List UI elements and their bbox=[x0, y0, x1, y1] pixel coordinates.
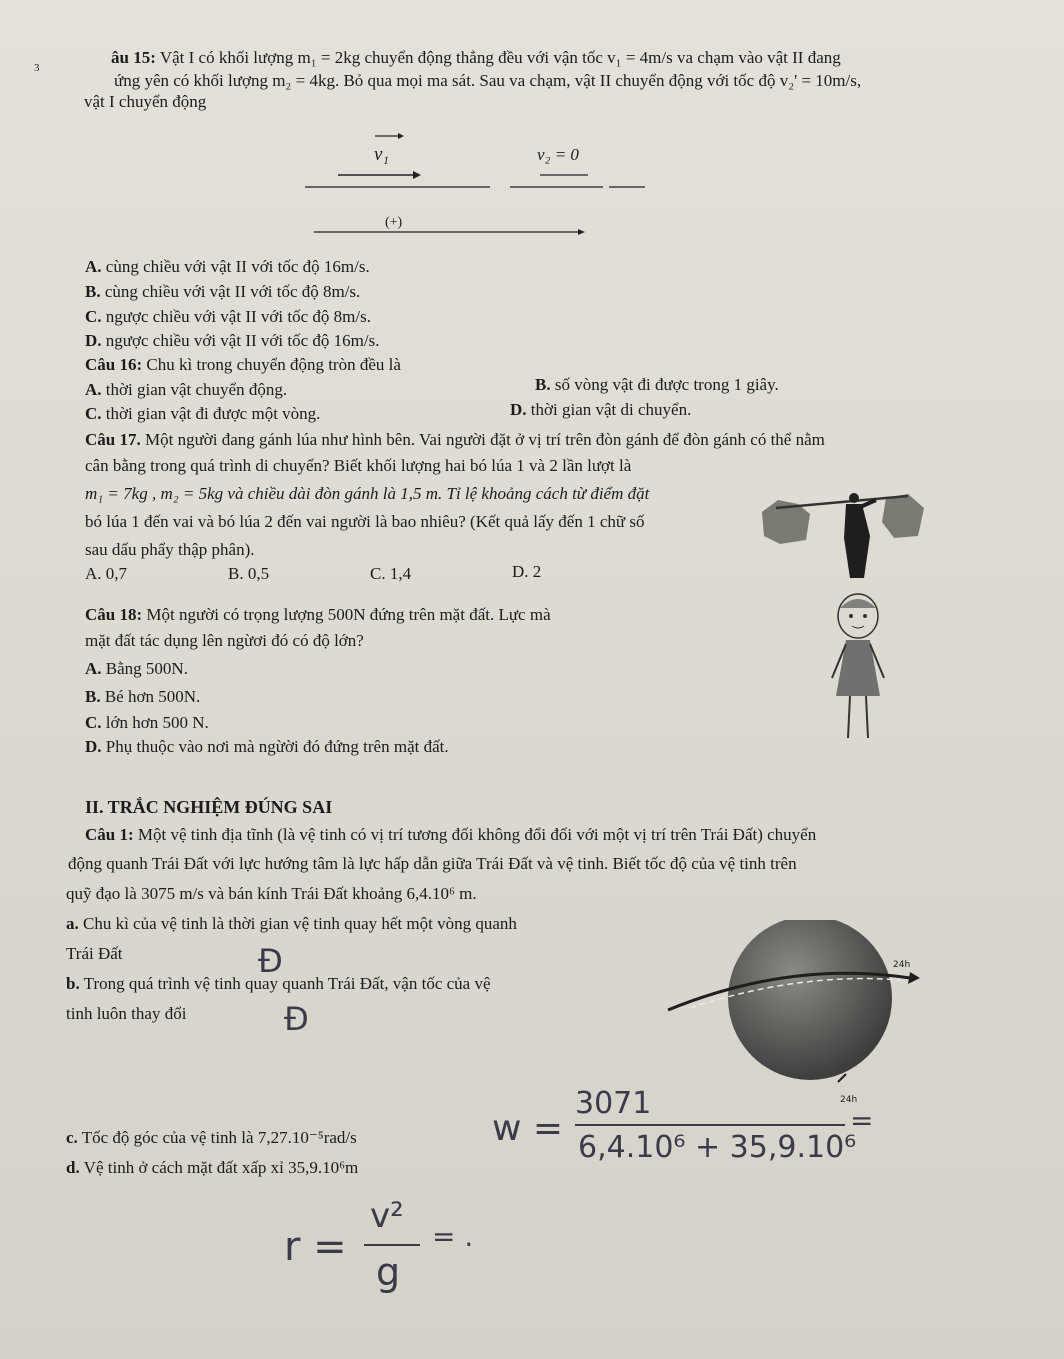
option-key: C. bbox=[85, 404, 102, 423]
q16-option-d bbox=[510, 400, 691, 420]
item-key: d. bbox=[66, 1158, 80, 1177]
q1-label: Câu 1: bbox=[85, 825, 134, 844]
q1-line1 bbox=[85, 825, 816, 845]
q16-option-a bbox=[85, 380, 287, 400]
q1-item-a-line2: Trái Đất bbox=[66, 944, 123, 963]
item-text: Chu kì của vệ tinh là thời gian vệ tinh quay hết một vòng quanh bbox=[83, 914, 517, 933]
option-key: D. bbox=[85, 737, 102, 756]
q17-option-b: B. 0,5 bbox=[228, 564, 270, 583]
q16-option-b bbox=[535, 375, 779, 395]
handwritten-radius-bar bbox=[364, 1244, 420, 1246]
q18-label: Câu 18: bbox=[85, 605, 143, 624]
item-text: Trong quá trình vệ tinh quay quanh Trái Đất, vận tốc của vệ bbox=[83, 974, 491, 993]
rice-carrier-illustration bbox=[758, 478, 928, 588]
handwritten-omega-numerator: 3071 bbox=[575, 1086, 652, 1121]
item-key: c. bbox=[66, 1128, 78, 1147]
option-key: A. bbox=[85, 659, 102, 678]
option-text: lớn hơn 500 N. bbox=[105, 713, 209, 732]
q1-item-b-line2: tinh luôn thay đổi bbox=[66, 1004, 187, 1023]
option-text: Bằng 500N. bbox=[105, 659, 188, 678]
option-text: thời gian vật di chuyển. bbox=[530, 400, 692, 419]
q1-item-c bbox=[66, 1128, 357, 1148]
q17-option-d: D. 2 bbox=[512, 562, 542, 581]
option-key: B. bbox=[85, 282, 101, 301]
option-text: ngược chiều với vật II với tốc độ 8m/s. bbox=[105, 307, 371, 326]
q15-text: Vật I có khối lượng m₁ = 2kg chuyển động thẳng đều với vận tốc v₁ = 4m/s va chạm vào vật II đang bbox=[159, 48, 841, 67]
q16-stem bbox=[85, 355, 401, 375]
q15-label: âu 15: bbox=[111, 48, 156, 67]
q16-text: Chu kì trong chuyển động tròn đều là bbox=[146, 355, 401, 374]
q1-text: Một vệ tinh địa tĩnh (là vệ tinh có vị trí tương đối không đổi đối với một vị trí trên Trái Đất) chuyển bbox=[137, 825, 817, 844]
q17-line2: cân bằng trong quá trình di chuyển? Biết khối lượng hai bó lúa 1 và 2 lần lượt là bbox=[85, 456, 632, 475]
q1-line3: quỹ đạo là 3075 m/s và bán kính Trái Đất khoảng 6,4.10⁶ m. bbox=[66, 884, 477, 903]
option-text: cùng chiều với vật II với tốc độ 16m/s. bbox=[105, 257, 370, 276]
q18-line1 bbox=[85, 605, 551, 625]
option-text: Phụ thuộc vào nơi mà ngừời đó đứng trên mặt đất. bbox=[105, 737, 449, 756]
handwritten-omega-equals: = bbox=[850, 1104, 874, 1137]
option-key: C. bbox=[85, 713, 102, 732]
q17-line5: sau dấu phẩy thập phân). bbox=[85, 540, 255, 559]
margin-mark: 3 bbox=[34, 62, 40, 74]
q15-line2: ứng yên có khối lượng m₂ = 4kg. Bỏ qua mọi ma sát. Sau va chạm, vật II chuyển động với tốc độ v₂' = 10m/s, bbox=[114, 71, 862, 90]
handwritten-radius-numerator: v² bbox=[370, 1196, 404, 1236]
q15-option-b bbox=[85, 282, 360, 302]
q15-option-c bbox=[85, 307, 371, 327]
positive-direction-label: (+) bbox=[385, 215, 403, 230]
earth-orbit-figure bbox=[660, 920, 920, 1120]
v1-label: v₁ bbox=[374, 144, 390, 165]
q17-option-c: C. 1,4 bbox=[370, 564, 412, 583]
q18-option-a bbox=[85, 659, 188, 679]
handwritten-omega-lhs: w = bbox=[492, 1108, 564, 1149]
q18-option-b bbox=[85, 687, 200, 707]
q15-line3: vật I chuyển động bbox=[84, 92, 207, 111]
q17-line3: m₁ = 7kg , m₂ = 5kg và chiều dài đòn gánh là 1,5 m. Tỉ lệ khoảng cách từ điểm đặt bbox=[85, 484, 650, 503]
handwritten-fraction-bar bbox=[575, 1124, 845, 1126]
option-text: thời gian vật đi được một vòng. bbox=[105, 404, 321, 423]
option-key: B. bbox=[535, 375, 551, 394]
q16-label: Câu 16: bbox=[85, 355, 143, 374]
section-heading: II. TRẮC NGHIỆM ĐÚNG SAI bbox=[85, 797, 333, 817]
option-text: cùng chiều với vật II với tốc độ 8m/s. bbox=[104, 282, 361, 301]
q17-line4: bó lúa 1 đến vai và bó lúa 2 đến vai người là bao nhiêu? (Kết quả lấy đến 1 chữ số bbox=[85, 512, 645, 531]
option-text: số vòng vật đi được trong 1 giây. bbox=[554, 375, 779, 394]
handwritten-radius-denominator: g bbox=[376, 1250, 401, 1294]
item-text: Vệ tinh ở cách mặt đất xấp xỉ 35,9.10⁶m bbox=[83, 1158, 359, 1177]
option-text: ngược chiều với vật II với tốc độ 16m/s. bbox=[105, 331, 380, 350]
option-text: Bé hơn 500N. bbox=[104, 687, 201, 706]
girl-illustration bbox=[818, 588, 898, 748]
item-key: a. bbox=[66, 914, 79, 933]
option-key: A. bbox=[85, 257, 102, 276]
q17-option-a: A. 0,7 bbox=[85, 564, 128, 583]
orbit-top-label: 24h bbox=[893, 960, 911, 970]
option-key: D. bbox=[85, 331, 102, 350]
q15-option-d bbox=[85, 331, 379, 351]
option-key: B. bbox=[85, 687, 101, 706]
handwritten-omega-denominator: 6,4.10⁶ + 35,9.10⁶ bbox=[578, 1130, 857, 1165]
item-key: b. bbox=[66, 974, 80, 993]
option-text: thời gian vật chuyển động. bbox=[105, 380, 288, 399]
q18-option-c bbox=[85, 713, 209, 733]
v2-label: v₂ = 0 bbox=[537, 145, 579, 164]
q1-item-a-line1 bbox=[66, 914, 517, 934]
option-key: A. bbox=[85, 380, 102, 399]
figure-lines bbox=[0, 0, 1064, 260]
q1-line2: động quanh Trái Đất với lực hướng tâm là lực hấp dẫn giữa Trái Đất và vệ tinh. Biết tốc độ của vệ tinh trên bbox=[68, 854, 797, 873]
q18-option-d bbox=[85, 737, 449, 757]
handwritten-radius-lhs: r = bbox=[284, 1224, 347, 1270]
q16-option-c bbox=[85, 404, 320, 424]
item-text: Tốc độ góc của vệ tinh là 7,27.10⁻⁵rad/s bbox=[81, 1128, 357, 1147]
orbit-bottom-label: 24h bbox=[840, 1095, 858, 1105]
q17-line1 bbox=[85, 430, 825, 450]
q17-text: Một người đang gánh lúa như hình bên. Vai người đặt ở vị trí trên đòn gánh để đòn gánh có thể nằm bbox=[144, 430, 825, 449]
option-key: C. bbox=[85, 307, 102, 326]
option-key: D. bbox=[510, 400, 527, 419]
handwritten-mark-a: Đ bbox=[258, 942, 283, 980]
q1-item-d bbox=[66, 1158, 358, 1178]
q18-text: Một người có trọng lượng 500N đứng trên mặt đất. Lực mà bbox=[146, 605, 551, 624]
q15-option-a bbox=[85, 257, 370, 277]
handwritten-mark-b: Đ bbox=[284, 1000, 309, 1038]
q17-label: Câu 17. bbox=[85, 430, 141, 449]
q18-line2: mặt đất tác dụng lên ngừơi đó có độ lớn? bbox=[85, 631, 364, 650]
handwritten-radius-equals: = . bbox=[432, 1220, 474, 1253]
